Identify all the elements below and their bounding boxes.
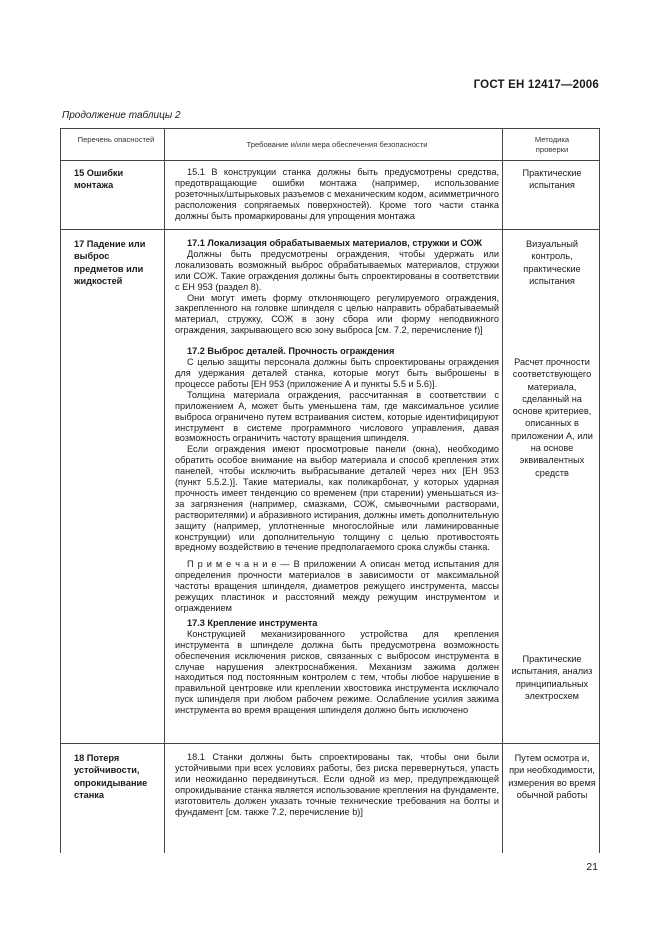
table-divider-col2 [502, 128, 503, 853]
requirement-paragraph: Должны быть предусмотрены ограждения, чтобы удержать или локализовать возможный выброс обрабатываемых материалов, стружки или СОЖ. Такие ограждения должны быть спроектированы в соответствии с ЕН 953 (раздел 8). [175, 248, 499, 292]
requirement-paragraph: Они могут иметь форму отклоняющего регулируемого ограждения, закрепленного на головке шпинделя с целью направить обрабатываемый материал, стружку, СОЖ в зону сбора или форму неподвижного ограждения, закрывающего всю зону выброса [см. 7.2, перечисление f)] [175, 292, 499, 336]
table-header-bottom-rule [60, 160, 600, 161]
page-number: 21 [586, 861, 598, 873]
requirement-cell [175, 167, 499, 222]
requirement-paragraph: Толщина материала ограждения, рассчитанная в соответствии с приложением А, может быть уменьшена там, где максимальное усилие выброса ограничено путем встраивания систем, которые идентифицируют инструмент в системе программного числового управления, давая возможность ограничить частоту вращения шпинделя. [175, 389, 499, 444]
section-heading: 17.1 Локализация обрабатываемых материалов, стружки и СОЖ [187, 238, 482, 248]
table-divider-col1 [164, 128, 165, 853]
column-header-method: Методика проверки [534, 135, 570, 154]
table-border-left [60, 128, 61, 853]
method-cell: Практические испытания, анализ принципиальных электросхем [511, 654, 593, 701]
table-caption: Продолжение таблицы 2 [62, 110, 181, 121]
hazard-cell: 17 Падение или выброс предметов или жидкостей [74, 239, 146, 286]
standard-header: ГОСТ ЕН 12417—2006 [473, 79, 599, 91]
requirement-paragraph: С целью защиты персонала должны быть спроектированы ограждения для удержания деталей станка, которые могут быть выброшены в процессе работы [ЕН 953 (приложение А и пункты 5.5 и 5.6)]. [175, 357, 499, 389]
requirement-paragraph: 18.1 Станки должны быть спроектированы так, чтобы они были устойчивыми при всех условиях работы, без риска перевернуться, упасть или неожиданно передвинуться. Если одной из мер, предупреждающей опрокидывание станка является использование крепления на фундаменте, изготовитель должен указать точные технические требования на болты и фундамент [см. также 7.2, перечисление b)] [175, 752, 499, 817]
requirements-table [60, 128, 600, 853]
requirement-paragraph: 15.1 В конструкции станка должны быть предусмотрены средства, предотвращающие ошибки монтажа (например, использование розеточных/штырьковых разъемов с механическим кодом, асимметричного расположения сопрягаемых поверхностей). Кроме того части станка должны быть промаркированы для упрощения монтажа [175, 167, 499, 221]
requirement-cell [175, 752, 499, 817]
requirement-paragraph: Если ограждения имеют просмотровые панели (окна), необходимо обратить особое внимание на выбор материала и способ крепления этих панелей, чтобы исключить выбрасывание деталей через них [ЕН 953 (пункт 5.5.2.)]. Такие материалы, как поликарбонат, у которых ударная прочность имеет тенденцию со временем (при старении) уменьшаться из-за загрязнения (например, смазками, СОЖ, смывочными растворами, растворителями) и абразивного истирания, должны иметь дополнительную защиту (например, уплотненные многослойные или ламинированные конструкции) или дополнительную толщину с целью противостоять вредному воздействию в течение предполагаемого срока службы станка. [175, 444, 499, 553]
section-heading: 17.3 Крепление инструмента [187, 617, 318, 628]
requirement-cell [175, 238, 499, 716]
method-cell: Расчет прочности соответствующего материала, сделанный на основе критериев, описанных в приложении А, или на основе эквивалентных средств [511, 357, 593, 478]
table-row-rule [60, 229, 600, 230]
method-cell: Визуальный контроль, практические испытания [523, 239, 581, 286]
table-border-top [60, 128, 600, 129]
hazard-cell: 18 Потеря устойчивости, опрокидывание станка [74, 753, 148, 800]
table-border-right [599, 128, 600, 853]
note-paragraph: П р и м е ч а н и е — В приложении А описан метод испытания для определения прочности материалов в зависимости от максимальной частоты вращения шпинделя, диаметров режущего инструмента, массы режущих пластинок и расстояний между режущим инструментом и ограждением [175, 559, 499, 613]
method-cell: Путем осмотра и, при необходимости, измерения во время обычной работы [508, 753, 596, 800]
hazard-cell: 15 Ошибки монтажа [74, 168, 124, 191]
table-row-rule [60, 743, 600, 744]
method-cell: Практические испытания [522, 168, 582, 191]
section-heading: 17.2 Выброс деталей. Прочность ограждения [187, 346, 395, 357]
requirement-paragraph: Конструкцией механизированного устройства для крепления инструмента в шпинделе должна быть предусмотрена возможность обеспечения исключения рисков, связанных с выбросом инструмента в случае нарушения электроснабжения. Механизм зажима должен находиться под постоянным контролем с тем, чтобы любое нарушение в правильной центровке или креплении хвостовика инструмента исключало пуск шпинделя при любом рабочем режиме. Ослабление усилия зажима инструмента во время вращения шпинделя должно быть исключено [175, 628, 499, 716]
column-header-hazards: Перечень опасностей [77, 135, 155, 144]
column-header-requirement: Требование и/или мера обеспечения безопасности [246, 140, 428, 149]
